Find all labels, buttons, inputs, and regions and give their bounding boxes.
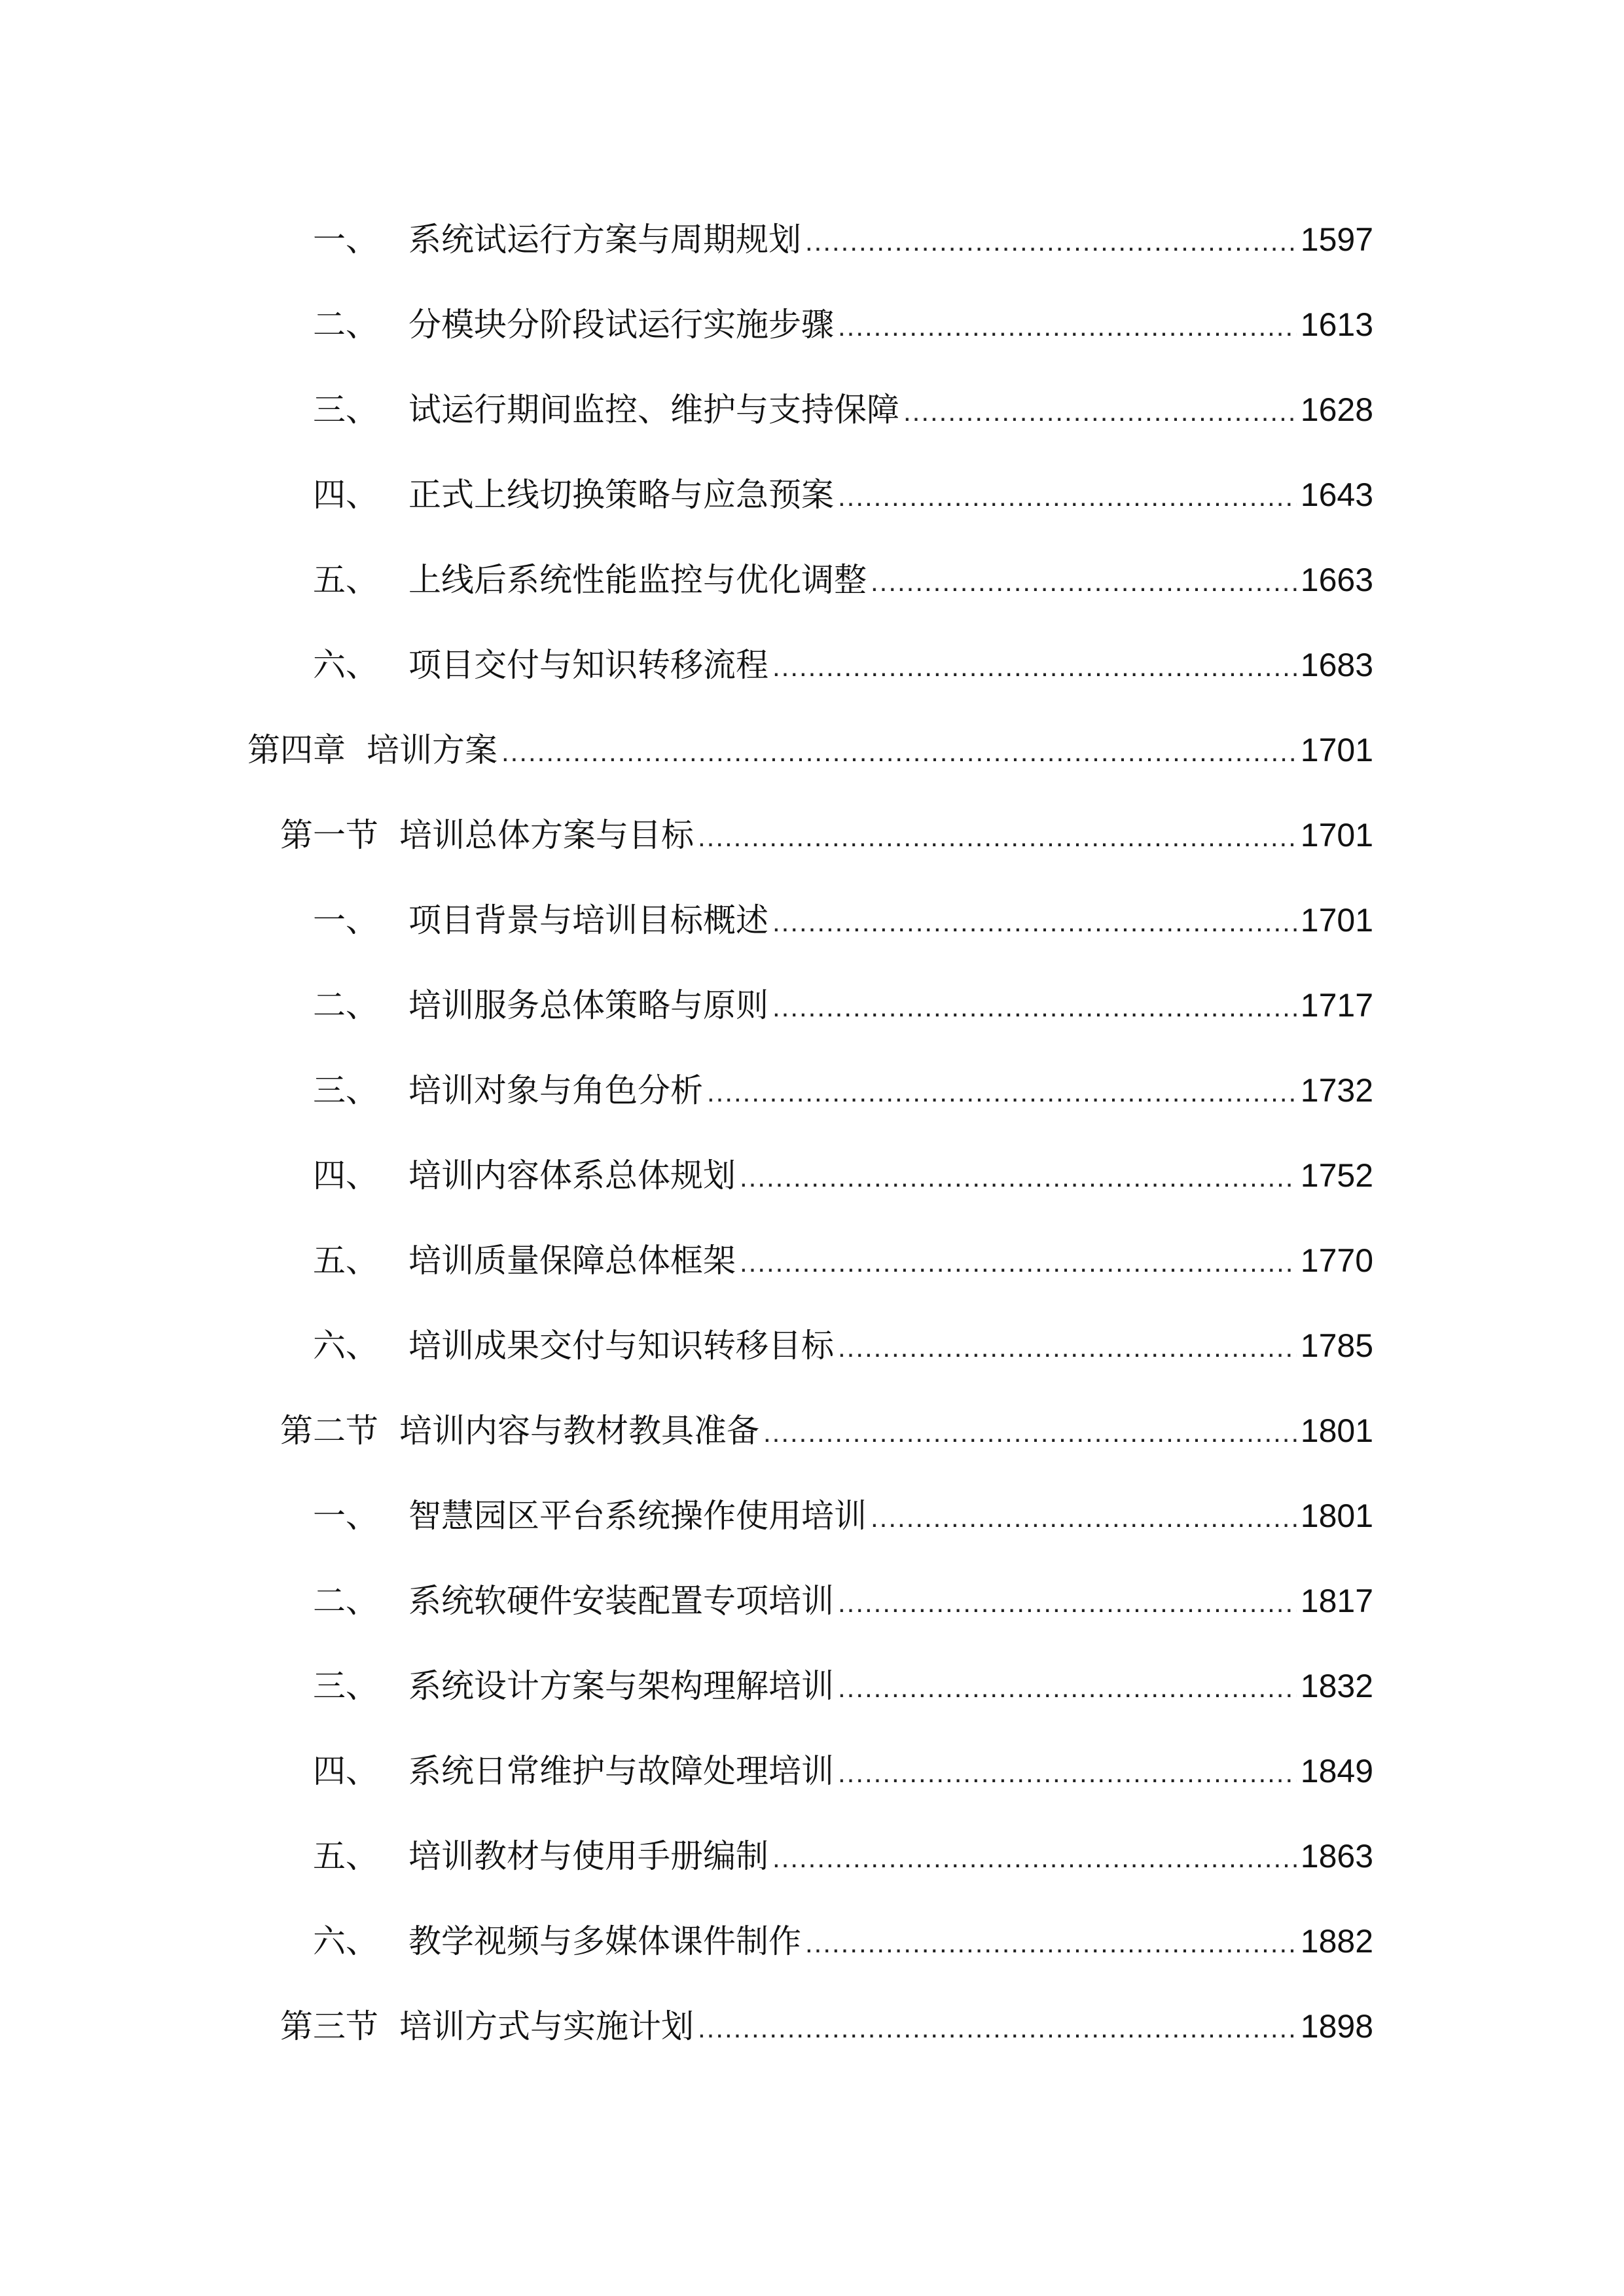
- toc-entry-page: 1785: [1300, 1327, 1373, 1364]
- toc-entry[interactable]: [313, 384, 1373, 436]
- dot-leader: [903, 386, 1297, 438]
- toc-entry[interactable]: [313, 213, 1373, 266]
- toc-entry[interactable]: [313, 469, 1373, 521]
- toc-entry-title: 系统软硬件安装配置专项培训: [408, 1582, 834, 1620]
- toc-entry-number: 三、: [313, 1667, 378, 1705]
- toc-entry[interactable]: [313, 1575, 1373, 1627]
- dot-leader: [838, 471, 1297, 523]
- dot-leader: [838, 1577, 1297, 1629]
- dot-leader: [707, 1066, 1297, 1119]
- toc-entry-title: 培训成果交付与知识转移目标: [408, 1327, 834, 1365]
- dot-leader: [772, 981, 1297, 1033]
- dot-leader: [740, 1236, 1297, 1289]
- toc-entry-number: 五、: [313, 1242, 378, 1280]
- dot-leader: [838, 1747, 1297, 1799]
- toc-entry-number: 三、: [313, 1071, 378, 1109]
- toc-entry-page: 1849: [1300, 1753, 1373, 1789]
- toc-entry-page: 1701: [1300, 817, 1373, 853]
- toc-entry-number: 二、: [313, 306, 378, 344]
- toc-entry-title: 项目交付与知识转移流程: [408, 646, 768, 684]
- dot-leader: [763, 1407, 1297, 1459]
- dot-leader: [772, 641, 1297, 693]
- toc-entry-page: 1882: [1300, 1923, 1373, 1960]
- toc-entry-title: 教学视频与多媒体课件制作: [408, 1922, 801, 1960]
- toc-entry[interactable]: [313, 1915, 1373, 1967]
- toc-entry-title: 分模块分阶段试运行实施步骤: [408, 306, 834, 344]
- toc-entry-page: 1732: [1300, 1072, 1373, 1109]
- toc-entry-page: 1863: [1300, 1838, 1373, 1874]
- toc-entry[interactable]: [313, 1490, 1373, 1542]
- toc-entry[interactable]: [313, 1064, 1373, 1117]
- toc-entry-title: 培训对象与角色分析: [408, 1071, 703, 1109]
- toc-entry-page: 1663: [1300, 562, 1373, 598]
- toc-entry-number: 六、: [313, 1327, 378, 1365]
- toc-entry-page: 1701: [1300, 732, 1373, 768]
- toc-entry-page: 1801: [1300, 1412, 1373, 1449]
- dot-leader: [772, 896, 1297, 948]
- toc-entry-title: 试运行期间监控、维护与支持保障: [408, 391, 899, 429]
- toc-entry-title: 上线后系统性能监控与优化调整: [408, 561, 867, 599]
- toc-entry-page: 1683: [1300, 647, 1373, 683]
- toc-entry[interactable]: [313, 894, 1373, 946]
- toc-entry-number: 五、: [313, 1837, 378, 1875]
- toc-entry-page: 1770: [1300, 1242, 1373, 1279]
- toc-entry-title: 培训服务总体策略与原则: [408, 986, 768, 1024]
- toc-entry-title: 培训内容体系总体规划: [408, 1157, 736, 1194]
- dot-leader: [772, 1832, 1297, 1884]
- toc-section[interactable]: [280, 2000, 1373, 2053]
- toc-entry-number: 第一节: [280, 816, 378, 854]
- toc-entry[interactable]: [313, 1234, 1373, 1287]
- toc-entry-title: 培训总体方案与目标: [399, 816, 694, 854]
- toc-entry-page: 1752: [1300, 1157, 1373, 1194]
- toc-entry-number: 六、: [313, 646, 378, 684]
- dot-leader: [838, 1321, 1297, 1374]
- toc-entry-number: 一、: [313, 1497, 378, 1535]
- toc-entry-number: 五、: [313, 561, 378, 599]
- toc-entry-title: 系统试运行方案与周期规划: [408, 221, 801, 259]
- toc-chapter[interactable]: [247, 724, 1373, 776]
- toc-entry-number: 第三节: [280, 2007, 378, 2045]
- dot-leader: [501, 726, 1297, 778]
- toc-entry-number: 六、: [313, 1922, 378, 1960]
- toc-entry-page: 1628: [1300, 391, 1373, 428]
- toc-entry-page: 1898: [1300, 2008, 1373, 2045]
- toc-entry-title: 培训方式与实施计划: [399, 2007, 694, 2045]
- toc-section[interactable]: [280, 1405, 1373, 1457]
- dot-leader: [805, 1917, 1297, 1969]
- toc-entry[interactable]: [313, 1660, 1373, 1712]
- toc-entry-page: 1817: [1300, 1583, 1373, 1619]
- toc-entry-title: 培训内容与教材教具准备: [399, 1412, 759, 1450]
- toc-entry-title: 正式上线切换策略与应急预案: [408, 476, 834, 514]
- toc-entry-number: 三、: [313, 391, 378, 429]
- toc-entry-page: 1701: [1300, 902, 1373, 939]
- toc-entry-title: 培训教材与使用手册编制: [408, 1837, 768, 1875]
- toc-entry[interactable]: [313, 1149, 1373, 1202]
- toc-entry[interactable]: [313, 554, 1373, 606]
- toc-entry-number: 一、: [313, 221, 378, 259]
- toc-entry-title: 项目背景与培训目标概述: [408, 901, 768, 939]
- toc-entry-page: 1597: [1300, 221, 1373, 258]
- toc-entry[interactable]: [313, 639, 1373, 691]
- toc-entry-title: 智慧园区平台系统操作使用培训: [408, 1497, 867, 1535]
- toc-entry[interactable]: [313, 1745, 1373, 1797]
- toc-entry-page: 1643: [1300, 476, 1373, 513]
- toc-entry[interactable]: [313, 1830, 1373, 1882]
- toc-entry-title: 培训方案: [367, 731, 497, 769]
- toc-entry-title: 系统设计方案与架构理解培训: [408, 1667, 834, 1705]
- dot-leader: [698, 2002, 1297, 2054]
- toc-entry-number: 四、: [313, 1157, 378, 1194]
- dot-leader: [838, 1662, 1297, 1714]
- toc-entry-title: 培训质量保障总体框架: [408, 1242, 736, 1280]
- toc-entry-number: 二、: [313, 1582, 378, 1620]
- dot-leader: [871, 556, 1297, 608]
- toc-entry-number: 二、: [313, 986, 378, 1024]
- toc-entry-page: 1613: [1300, 306, 1373, 343]
- toc-entry[interactable]: [313, 979, 1373, 1031]
- toc-entry-title: 系统日常维护与故障处理培训: [408, 1752, 834, 1790]
- toc-entry-page: 1717: [1300, 987, 1373, 1024]
- dot-leader: [805, 215, 1297, 268]
- toc-entry-number: 一、: [313, 901, 378, 939]
- toc-entry-page: 1832: [1300, 1668, 1373, 1704]
- toc-entry[interactable]: [313, 1319, 1373, 1372]
- toc-entry[interactable]: [313, 298, 1373, 351]
- dot-leader: [838, 300, 1297, 353]
- toc-entry-number: 第四章: [247, 731, 346, 769]
- toc-entry-number: 第二节: [280, 1412, 378, 1450]
- dot-leader: [740, 1151, 1297, 1204]
- toc-section[interactable]: [280, 809, 1373, 861]
- toc-entry-number: 四、: [313, 1752, 378, 1790]
- toc-entry-number: 四、: [313, 476, 378, 514]
- dot-leader: [871, 1492, 1297, 1544]
- dot-leader: [698, 811, 1297, 863]
- toc-entry-page: 1801: [1300, 1498, 1373, 1534]
